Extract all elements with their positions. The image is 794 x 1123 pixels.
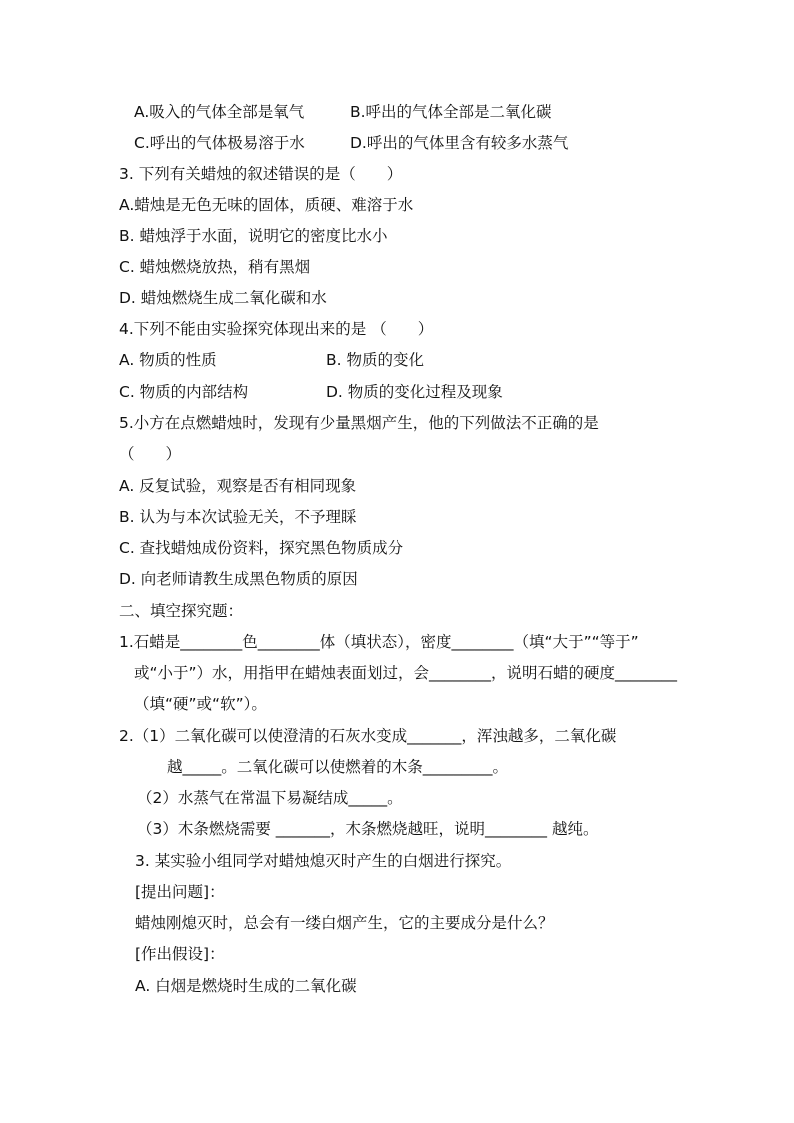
option-d: D.呼出的气体里含有较多水蒸气	[350, 134, 569, 152]
option-a: A. 反复试验，观察是否有相同现象	[119, 477, 357, 495]
fill-1-line-3: （填“硬”或“软”）。	[134, 695, 267, 713]
option-b: B. 蜡烛浮于水面，说明它的密度比水小	[119, 227, 388, 245]
option-d: D. 物质的变化过程及现象	[326, 383, 503, 401]
fill-2-line-1: 2.（1）二氧化碳可以使澄清的石灰水变成_______，浑浊越多，二氧化碳	[119, 727, 617, 745]
option-c: C. 蜡烛燃烧放热，稍有黑烟	[119, 258, 311, 276]
question-stem: 5.小方在点燃蜡烛时，发现有少量黑烟产生，他的下列做法不正确的是	[119, 414, 599, 432]
hypothesis-a: A. 白烟是燃烧时生成的二氧化碳	[135, 977, 357, 995]
option-c: C.呼出的气体极易溶于水	[134, 134, 305, 152]
fill-3-stem: 3. 某实验小组同学对蜡烛熄灭时产生的白烟进行探究。	[135, 852, 512, 870]
question-stem-cont: （ ）	[119, 445, 182, 463]
option-d: D. 向老师请教生成黑色物质的原因	[119, 570, 358, 588]
fill-1-line-2: 或“小于”）水，用指甲在蜡烛表面划过，会________，说明石蜡的硬度________	[134, 664, 678, 682]
option-a: A.吸入的气体全部是氧气	[134, 103, 305, 121]
question-stem: 3. 下列有关蜡烛的叙述错误的是（ ）	[119, 165, 403, 183]
question-stem: 4.下列不能由实验探究体现出来的是 （ ）	[119, 320, 434, 338]
question-text: 蜡烛刚熄灭时，总会有一缕白烟产生，它的主要成分是什么？	[135, 914, 554, 932]
option-a: A.蜡烛是无色无味的固体，质硬、难溶于水	[119, 196, 414, 214]
option-c: C. 查找蜡烛成份资料，探究黑色物质成分	[119, 539, 404, 557]
fill-2-line-4: （3）木条燃烧需要 _______，木条燃烧越旺，说明________ 越纯。	[137, 820, 599, 838]
option-b: B. 物质的变化	[326, 351, 424, 369]
hypothesis-label: [作出假设]：	[135, 945, 225, 963]
option-c: C. 物质的内部结构	[119, 383, 249, 401]
option-d: D. 蜡烛燃烧生成二氧化碳和水	[119, 289, 327, 307]
option-b: B.呼出的气体全部是二氧化碳	[350, 103, 552, 121]
option-a: A. 物质的性质	[119, 351, 217, 369]
option-b: B. 认为与本次试验无关，不予理睬	[119, 508, 357, 526]
fill-2-line-2: 越_____。二氧化碳可以使燃着的木条_________。	[167, 758, 509, 776]
raise-question-label: [提出问题]：	[135, 883, 225, 901]
section-title: 二、填空探究题：	[119, 602, 244, 620]
fill-1-line-1: 1.石蜡是________色________体（填状态），密度________（填“大于”“等于”	[119, 633, 639, 651]
fill-2-line-3: （2）水蒸气在常温下易凝结成_____。	[137, 789, 403, 807]
